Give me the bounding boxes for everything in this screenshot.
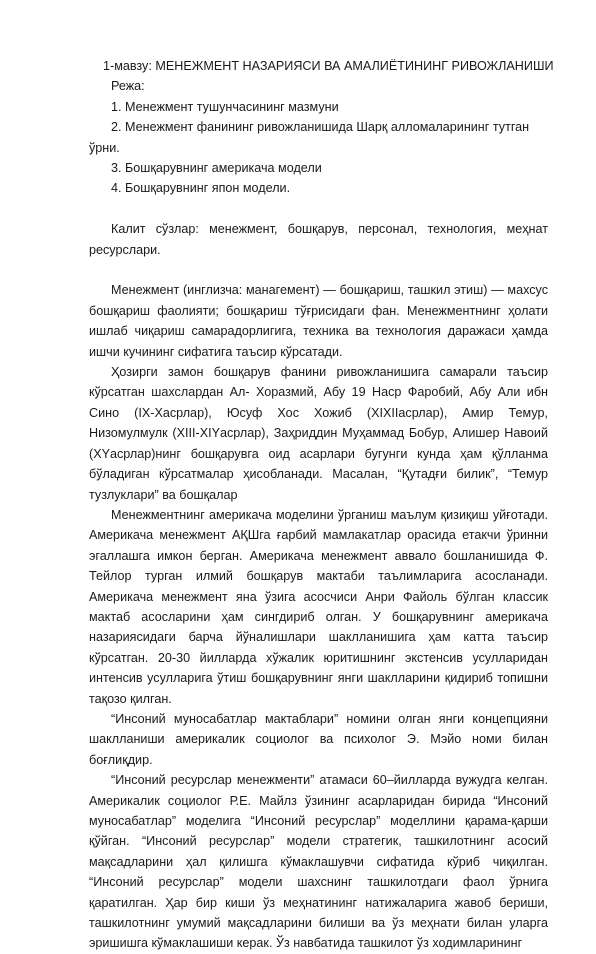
- paragraph: Менежмент (инглизча: манагемент) — бошқариш, ташкил этиш) — махсус бошқариш фаолияти; бошқариш тўғрисидаги фан. Менежментнинг ҳолати ишлаб чиқариш самарадорлигига, техника ва технология даражаси ҳамда ишчи кучининг сифатига таъсир кўрсатади.: [89, 283, 548, 359]
- spacer: [89, 199, 548, 219]
- plan-list: [89, 97, 548, 199]
- paragraph: Менежментнинг америкача моделини ўрганиш маълум қизиқиш уйғотади. Америкача менежмент АҚШга ғарбий мамлакатлар орасида етакчи ўринни эгаллашга имкон берган. Америкача менежмент аввало бошланишида Ф. Тейлор турган илмий бошқарув мактаби таълимларига асосланади. Америкача менежмент яна ўзига асосчиси Анри Файоль бўлган классик мактаб асосларини ҳам сингдириб олган. У бошқарувнинг америкача назариясидаги барча йўналишлари шаклланишига ҳам катта таъсир кўрсатган. 20-30 йилларда хўжалик юритишнинг экстенсив усулларидан интенсив усулларига ўтиш бошқарувнинг янги шаклларини қидириб топишни тақозо қилган.: [89, 507, 548, 706]
- plan-item: 3. Бошқарувнинг америкача модели: [111, 161, 322, 176]
- spacer: [89, 260, 548, 280]
- plan-label: Режа:: [111, 79, 145, 94]
- paragraph: “Инсоний муносабатлар мактаблари” номини олган янги концепцияни шаклланиши америкалик социолог ва психолог Э. Мэйо номи билан боғлиқдир.: [89, 711, 548, 767]
- plan-item: 4. Бошқарувнинг япон модели.: [111, 181, 291, 196]
- plan-item: 2. Менежмент фанининг ривожланишида Шарқ алломаларининг тутган ўрни.: [89, 120, 530, 155]
- keywords: Калит сўзлар: менежмент, бошқарув, персонал, технология, меҳнат ресурслари.: [89, 222, 548, 257]
- page-title: 1-мавзу: МЕНЕЖМЕНТ НАЗАРИЯСИ ВА АМАЛИЁТИНИНГ РИВОЖЛАНИШИ: [103, 59, 554, 73]
- paragraph: “Инсоний ресурслар менежменти” атамаси 60–йилларда вужудга келган. Америкалик социолог Р.Е. Майлз ўзининг асарларидан бирида “Инсоний муносабатлар” моделига “Инсоний ресурслар” моделлини қарама-қарши қўйган. “Инсоний ресурслар” модели стратегик, ташкилотнинг асосий мақсадларини ҳал қилишга кўмаклашувчи сифатида кўриб чиқилган. “Инсоний ресурслар” модели шахснинг ташкилотдаги фаол ўрнига қаратилган. Ҳар бир киши ўз меҳнатининг натижаларига жавоб бериши, ташкилотнинг умумий мақсадларини билиши ва ўз меҳнати билан уларга эришишга кўмаклашиши керак. Ўз навбатида ташкилот ўз ходимларининг: [89, 773, 548, 951]
- paragraph: Ҳозирги замон бошқарув фанини ривожланишига самарали таъсир кўрсатган шахслардан Ал- Хоразмий, Абу 19 Наср Фаробий, Абу Али ибн Сино (IX-Хасрлар), Юсуф Хос Хожиб (XIXIIасрлар), Амир Темур, Низомулмулк (XIII-XIYасрлар), Заҳриддин Муҳаммад Бобур, Алишер Навоий (XYасрлар)нинг бошқарувга оид асарлари бугунги кунда ҳам қўлланма бўладиган кўрсатмалар ҳисобланади. Масалан, “Қутадғи билик”, “Темур тузлуклари” ва бошқалар: [89, 365, 548, 502]
- plan-item: 1. Менежмент тушунчасининг мазмуни: [111, 99, 339, 114]
